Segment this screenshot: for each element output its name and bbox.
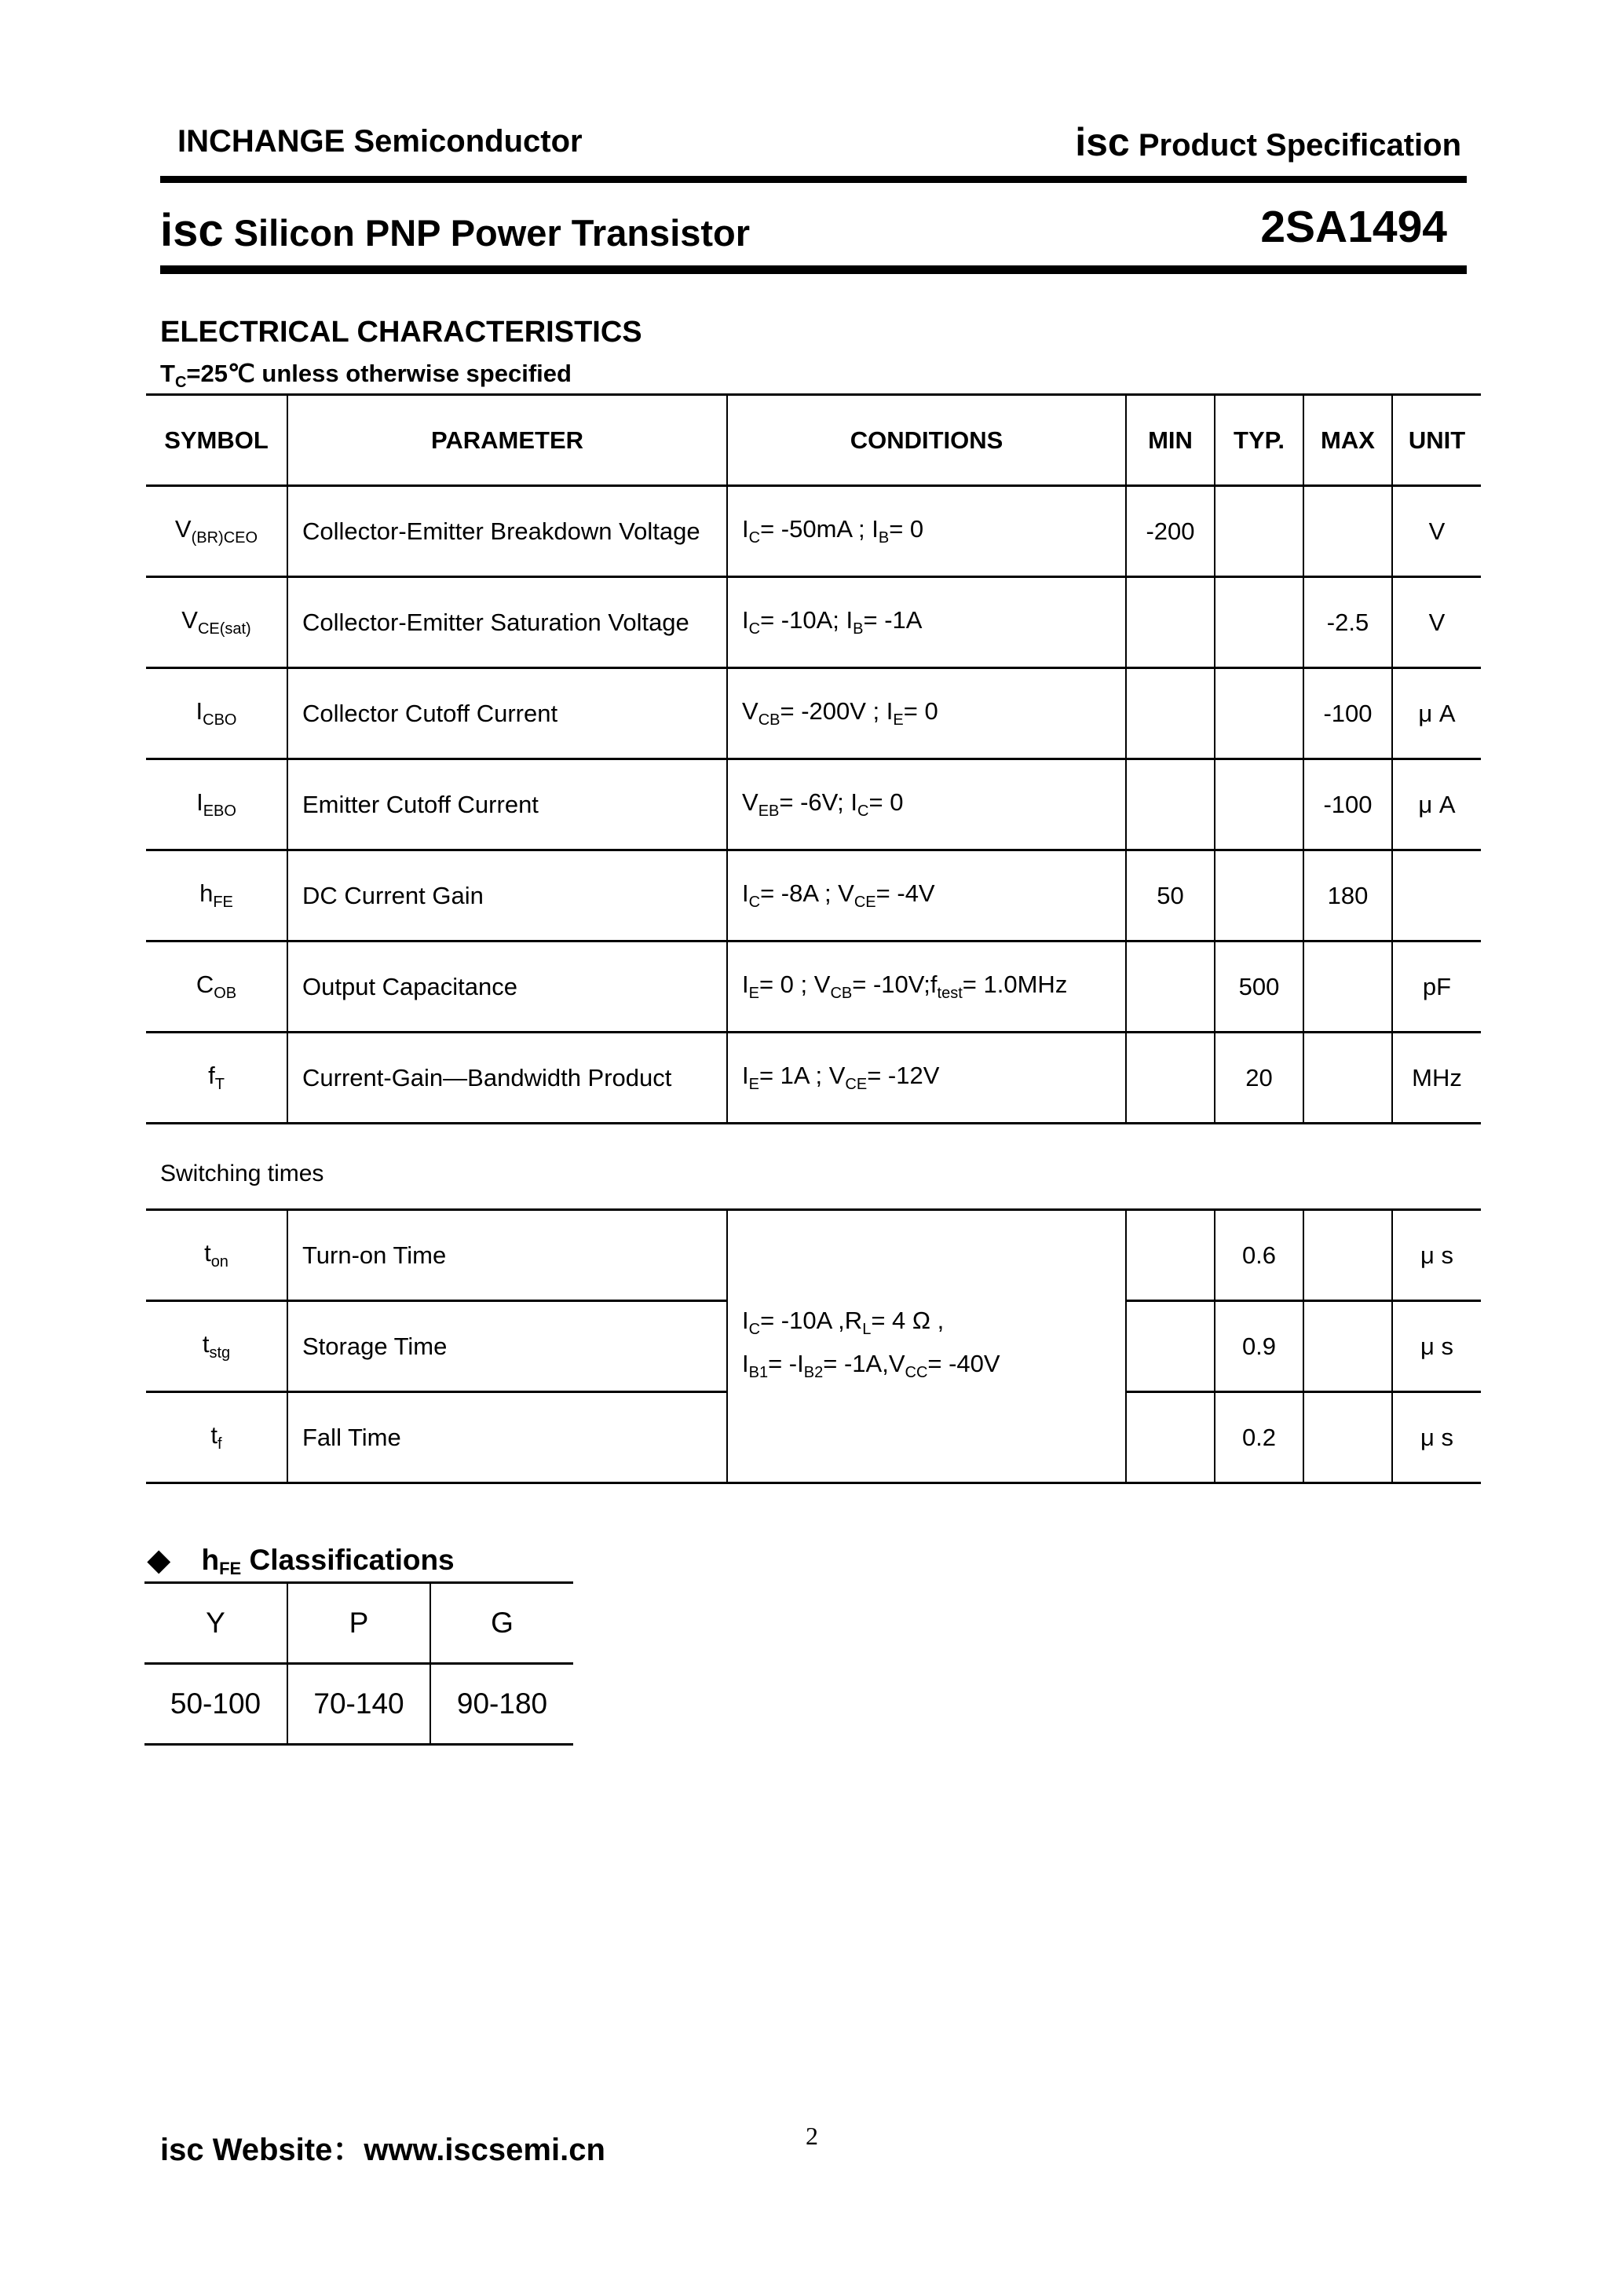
unit-cell: pF (1392, 941, 1481, 1033)
conditions-cell: $V_{CB}= -200V$ ; $I_E= 0$ (727, 668, 1126, 759)
symbol-cell: $h_{FE}$ (146, 850, 287, 941)
hfe-grade: G (430, 1583, 573, 1664)
max-cell: -100 (1303, 668, 1392, 759)
min-cell (1126, 941, 1215, 1033)
unit-cell: V (1392, 577, 1481, 668)
max-cell (1303, 1033, 1392, 1124)
parameter-cell: Collector-Emitter Saturation Voltage (287, 577, 727, 668)
parameter-cell: Output Capacitance (287, 941, 727, 1033)
table-row (146, 1033, 1481, 1124)
spec-label: Product Specification (1138, 128, 1461, 163)
footer-website: isc Website：www.iscsemi.cn (160, 2133, 605, 2167)
max-cell (1303, 1210, 1392, 1301)
section-title: ELECTRICAL CHARACTERISTICS (160, 316, 642, 349)
min-cell (1126, 668, 1215, 759)
symbol-cell: $I_{EBO}$ (146, 759, 287, 850)
symbol-cell: $t_f$ (146, 1392, 287, 1483)
unit-cell: μ s (1392, 1301, 1481, 1392)
conditions-cell: $I_C= -10A$; $I_B= -1A$ (727, 577, 1126, 668)
table-header-row (146, 395, 1481, 486)
diamond-bullet-icon: ◆ (148, 1544, 170, 1576)
min-cell (1126, 577, 1215, 668)
min-cell (1126, 1210, 1215, 1301)
typ-cell: 0.2 (1215, 1392, 1303, 1483)
column-header: PARAMETER (287, 395, 727, 486)
spec-header (1075, 119, 1461, 165)
table-row (146, 759, 1481, 850)
parameter-cell: Fall Time (287, 1392, 727, 1483)
max-cell (1303, 1392, 1392, 1483)
hfe-range: 70-140 (287, 1664, 430, 1745)
column-header: CONDITIONS (727, 395, 1126, 486)
conditions-cell: $I_C= -8A$ ; $V_{CE}= -4V$ (727, 850, 1126, 941)
table-row (146, 850, 1481, 941)
symbol-cell: $C_{OB}$ (146, 941, 287, 1033)
conditions-cell: $I_C= -50mA$ ; $I_B= 0$ (727, 486, 1126, 577)
page-number: 2 (806, 2122, 818, 2150)
column-header: SYMBOL (146, 395, 287, 486)
hfe-grade: Y (144, 1583, 287, 1664)
switching-times-table (146, 1208, 1481, 1484)
symbol-cell: $t_{stg}$ (146, 1301, 287, 1392)
parameter-cell: DC Current Gain (287, 850, 727, 941)
max-cell: 180 (1303, 850, 1392, 941)
typ-cell (1215, 668, 1303, 759)
unit-cell (1392, 850, 1481, 941)
typ-cell (1215, 486, 1303, 577)
typ-cell (1215, 850, 1303, 941)
conditions-cell: $I_E= 1A$ ; $V_{CE}= -12V$ (727, 1033, 1126, 1124)
unit-cell: μ A (1392, 668, 1481, 759)
title-description: Silicon PNP Power Transistor (233, 212, 751, 254)
hfe-range: 50-100 (144, 1664, 287, 1745)
max-cell (1303, 486, 1392, 577)
typ-cell (1215, 577, 1303, 668)
electrical-characteristics-table (146, 393, 1481, 1124)
document-title (160, 204, 750, 257)
parameter-cell: Emitter Cutoff Current (287, 759, 727, 850)
symbol-cell: $I_{CBO}$ (146, 668, 287, 759)
unit-cell: μ A (1392, 759, 1481, 850)
part-number: 2SA1494 (1260, 202, 1447, 252)
max-cell (1303, 1301, 1392, 1392)
unit-cell: MHz (1392, 1033, 1481, 1124)
hfe-range: 90-180 (430, 1664, 573, 1745)
symbol-cell: $f_T$ (146, 1033, 287, 1124)
switching-row (146, 1210, 1481, 1301)
header-rule (160, 176, 1467, 183)
unit-cell: V (1392, 486, 1481, 577)
title-brand: isc (160, 205, 224, 256)
parameter-cell: Current-Gain—Bandwidth Product (287, 1033, 727, 1124)
conditions-cell: $V_{EB}= -6V$; $I_C= 0$ (727, 759, 1126, 850)
brand-logo: isc (1075, 120, 1130, 164)
column-header: UNIT (1392, 395, 1481, 486)
title-rule (160, 265, 1467, 274)
min-cell (1126, 1301, 1215, 1392)
min-cell: -200 (1126, 486, 1215, 577)
parameter-cell: Collector-Emitter Breakdown Voltage (287, 486, 727, 577)
switching-times-label: Switching times (160, 1161, 324, 1186)
column-header: MIN (1126, 395, 1215, 486)
parameter-cell: Collector Cutoff Current (287, 668, 727, 759)
typ-cell (1215, 759, 1303, 850)
table-row (146, 486, 1481, 577)
section-condition: $T_C=25℃$ unless otherwise specified (160, 360, 572, 391)
hfe-classifications-table (144, 1581, 573, 1746)
min-cell (1126, 759, 1215, 850)
table-row (146, 668, 1481, 759)
hfe-grade: P (287, 1583, 430, 1664)
unit-cell: μ s (1392, 1210, 1481, 1301)
max-cell: -100 (1303, 759, 1392, 850)
column-header: TYP. (1215, 395, 1303, 486)
min-cell: 50 (1126, 850, 1215, 941)
symbol-cell: $V_{CE(sat)}$ (146, 577, 287, 668)
hfe-classifications-title: ◆ $h_{FE}$ Classifications (148, 1544, 455, 1578)
table-row (146, 577, 1481, 668)
parameter-cell: Turn-on Time (287, 1210, 727, 1301)
typ-cell: 500 (1215, 941, 1303, 1033)
min-cell (1126, 1033, 1215, 1124)
conditions-cell: $I_E= 0$ ; $V_{CB}=$ $-10V;f_{test}= 1.0MHz$ (727, 941, 1126, 1033)
company-name: INCHANGE Semiconductor (177, 124, 583, 159)
typ-cell: 20 (1215, 1033, 1303, 1124)
hfe-range-row (144, 1664, 573, 1745)
typ-cell: 0.6 (1215, 1210, 1303, 1301)
min-cell (1126, 1392, 1215, 1483)
max-cell: -2.5 (1303, 577, 1392, 668)
parameter-cell: Storage Time (287, 1301, 727, 1392)
typ-cell: 0.9 (1215, 1301, 1303, 1392)
symbol-cell: $V_{(BR)CEO}$ (146, 486, 287, 577)
unit-cell: μ s (1392, 1392, 1481, 1483)
hfe-grade-row (144, 1583, 573, 1664)
table-row (146, 941, 1481, 1033)
max-cell (1303, 941, 1392, 1033)
switching-conditions-cell: $I_C= -10A$ $,R_L= 4$ Ω , $I_{B1}= -I_{B2}= -1A,V_{CC}= -40V$ (727, 1210, 1126, 1483)
column-header: MAX (1303, 395, 1392, 486)
symbol-cell: $t_{on}$ (146, 1210, 287, 1301)
